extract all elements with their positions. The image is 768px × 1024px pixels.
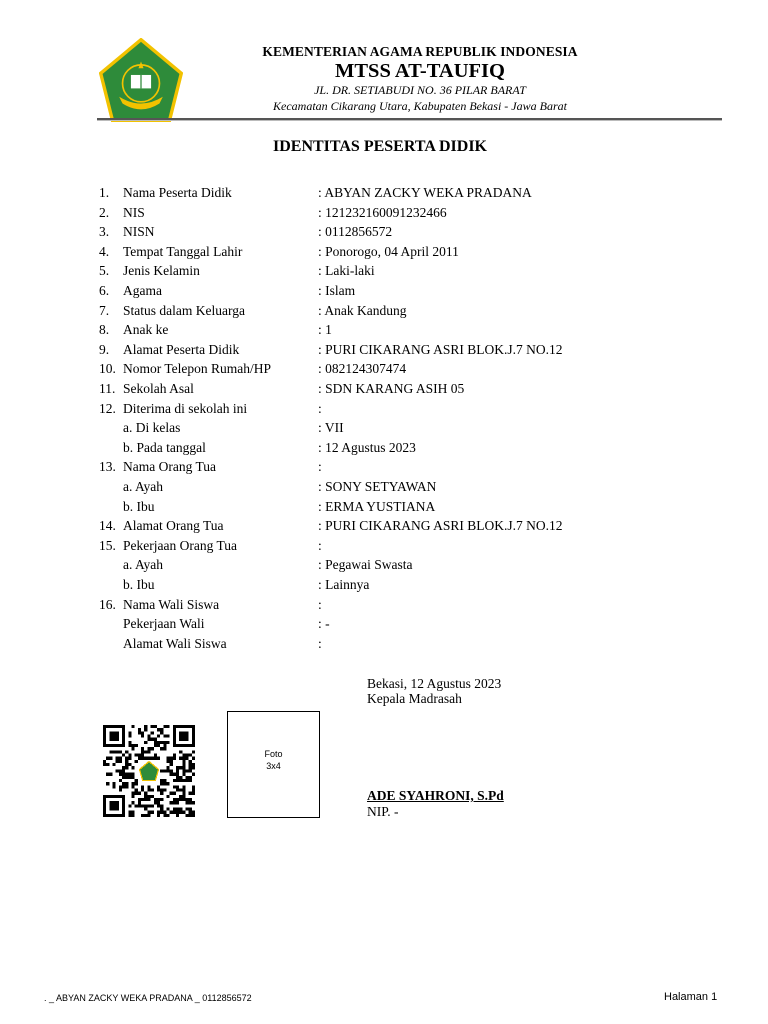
identity-row [0,616,768,636]
row-label: Alamat Peserta Didik [123,341,240,357]
row-number: 14. [99,518,116,534]
identity-row [0,636,768,656]
page-number: Halaman 1 [664,991,718,1003]
row-label: Alamat Wali Siswa [123,635,227,651]
row-value: : PURI CIKARANG ASRI BLOK.J.7 NO.12 [318,518,563,534]
row-number: 16. [99,596,116,612]
row-label: Agama [123,283,162,298]
identity-row [0,420,768,440]
row-label: NIS [123,204,145,220]
identity-row [0,459,768,479]
school-district: Kecamatan Cikarang Utara, Kabupaten Bekasi - Jawa Barat [273,99,567,113]
row-number: 4. [99,243,110,259]
photo-label: Foto [264,749,283,759]
school-address: JL. DR. SETIABUDI NO. 36 PILAR BARAT [314,83,526,97]
identity-row [0,538,768,558]
row-number: 15. [99,537,116,553]
row-number: 9. [99,341,110,357]
row-label: Alamat Orang Tua [123,518,224,534]
row-number: 5. [99,263,110,279]
footer-student-ref: . _ ABYAN ZACKY WEKA PRADANA _ 0112856572 [44,993,252,1003]
row-value: : 082124307474 [318,361,407,377]
identity-row [0,479,768,499]
row-label: Tempat Tanggal Lahir [123,243,243,259]
row-value: : [318,635,322,651]
row-label: Sekolah Asal [123,381,194,396]
row-value: : Lainnya [318,577,370,592]
row-label: b. Ibu [123,577,155,592]
row-label: Diterima di sekolah ini [123,400,248,416]
identity-row [0,518,768,538]
row-value: : 0112856572 [318,224,393,240]
row-value: : - [318,616,330,632]
identity-row [0,381,768,401]
row-value: : ERMA YUSTIANA [318,498,436,514]
photo-size: 3x4 [266,761,281,771]
row-label: Nama Wali Siswa [123,596,220,612]
identity-row [0,185,768,205]
row-value: : 12 Agustus 2023 [318,439,416,455]
row-value: : Pegawai Swasta [318,557,413,573]
header-divider [97,118,722,121]
kemenag-logo-icon [99,38,183,122]
row-number: 10. [99,361,116,377]
identity-row [0,499,768,519]
identity-row [0,263,768,283]
row-label: Nama Orang Tua [123,459,216,475]
signature-place-date: Bekasi, 12 Agustus 2023 [367,676,502,691]
identity-row [0,577,768,597]
qr-code-icon [101,725,197,817]
identity-row [0,244,768,264]
identity-row [0,557,768,577]
identity-row [0,303,768,323]
identity-row [0,283,768,303]
identity-row [0,361,768,381]
row-value: : Laki-laki [318,263,375,279]
row-number: 7. [99,302,110,318]
row-label: Jenis Kelamin [123,263,200,279]
row-label: NISN [123,224,155,240]
row-number: 1. [99,185,110,200]
row-label: Pekerjaan Orang Tua [123,537,237,553]
ministry-name: KEMENTERIAN AGAMA REPUBLIK INDONESIA [262,44,578,59]
row-label: a. Ayah [123,479,163,494]
identity-row [0,224,768,244]
row-number: 3. [99,224,110,240]
identity-row [0,322,768,342]
row-value: : 121232160091232466 [318,204,447,220]
signatory-name: ADE SYAHRONI, S.Pd [367,788,504,803]
document-title: IDENTITAS PESERTA DIDIK [272,138,487,155]
row-label: b. Pada tanggal [123,439,206,455]
row-number: 6. [99,283,110,298]
row-label: a. Ayah [123,557,163,573]
identity-row [0,205,768,225]
identity-row [0,597,768,617]
row-label: Anak ke [123,322,169,338]
signatory-nip: NIP. - [367,804,399,819]
row-number: 2. [99,204,110,220]
photo-placeholder [227,711,320,818]
row-value: : [318,400,322,416]
row-value: : PURI CIKARANG ASRI BLOK.J.7 NO.12 [318,341,563,357]
row-value: : SONY SETYAWAN [318,479,437,494]
row-value: : [318,459,322,475]
row-value: : ABYAN ZACKY WEKA PRADANA [318,185,532,200]
row-value: : SDN KARANG ASIH 05 [318,381,465,396]
identity-row [0,440,768,460]
row-value: : VII [318,420,344,436]
school-name: MTSS AT-TAUFIQ [335,60,505,82]
row-label: Pekerjaan Wali [123,616,205,632]
row-number: 13. [99,459,116,475]
row-value: : [318,596,322,612]
row-label: b. Ibu [123,498,155,514]
row-value: : [318,537,322,553]
row-value: : Anak Kandung [318,302,407,318]
row-number: 11. [99,381,116,396]
row-label: Nama Peserta Didik [123,185,232,200]
row-number: 8. [99,322,110,338]
row-label: a. Di kelas [123,420,181,436]
signature-role: Kepala Madrasah [367,691,462,706]
row-value: : Islam [318,283,356,298]
identity-row [0,401,768,421]
row-value: : 1 [318,322,332,338]
row-label: Status dalam Keluarga [123,302,245,318]
row-number: 12. [99,400,116,416]
row-value: : Ponorogo, 04 April 2011 [318,243,459,259]
identity-row [0,342,768,362]
row-label: Nomor Telepon Rumah/HP [123,361,272,377]
